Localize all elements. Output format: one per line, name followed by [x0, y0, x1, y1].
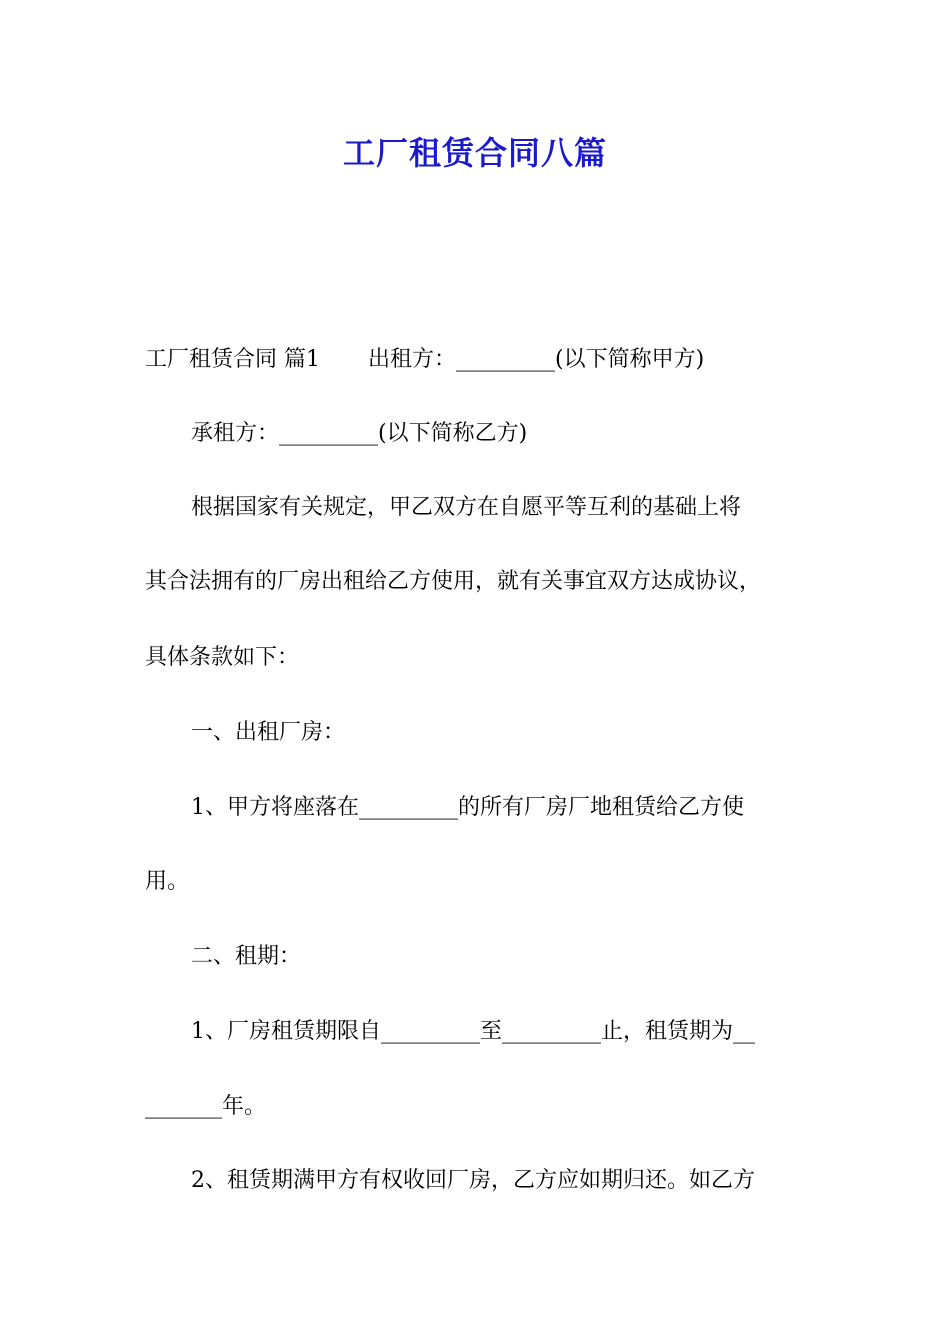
section-heading: 一、出租厂房：: [191, 720, 346, 745]
paragraph-line: 其合法拥有的厂房出租给乙方使用，就有关事宜双方达成协议，: [145, 569, 762, 594]
section-heading: 二、租期：: [191, 944, 302, 969]
paragraph-line: [145, 342, 815, 378]
lessee-line: 承租方：_________(以下简称乙方): [191, 421, 528, 446]
clause-line: 2、租赁期满甲方有权收回厂房，乙方应如期归还。如乙方: [191, 1168, 755, 1193]
contract-heading: 工厂租赁合同 篇1: [145, 347, 320, 372]
paragraph-line: 具体条款如下：: [145, 645, 300, 670]
document-title: 工厂租赁合同八篇: [342, 134, 607, 172]
paragraph-line: 根据国家有关规定，甲乙双方在自愿平等互利的基础上将: [191, 495, 742, 520]
lessor-line: 出租方：_________(以下简称甲方): [368, 347, 705, 372]
clause-line: 1、甲方将座落在_________的所有厂房厂地租赁给乙方使: [191, 795, 744, 820]
clause-line: 用。: [145, 869, 190, 894]
clause-line: _______年。: [145, 1094, 267, 1119]
clause-line: 1、厂房租赁期限自_________至_________止，租赁期为__: [191, 1019, 755, 1044]
